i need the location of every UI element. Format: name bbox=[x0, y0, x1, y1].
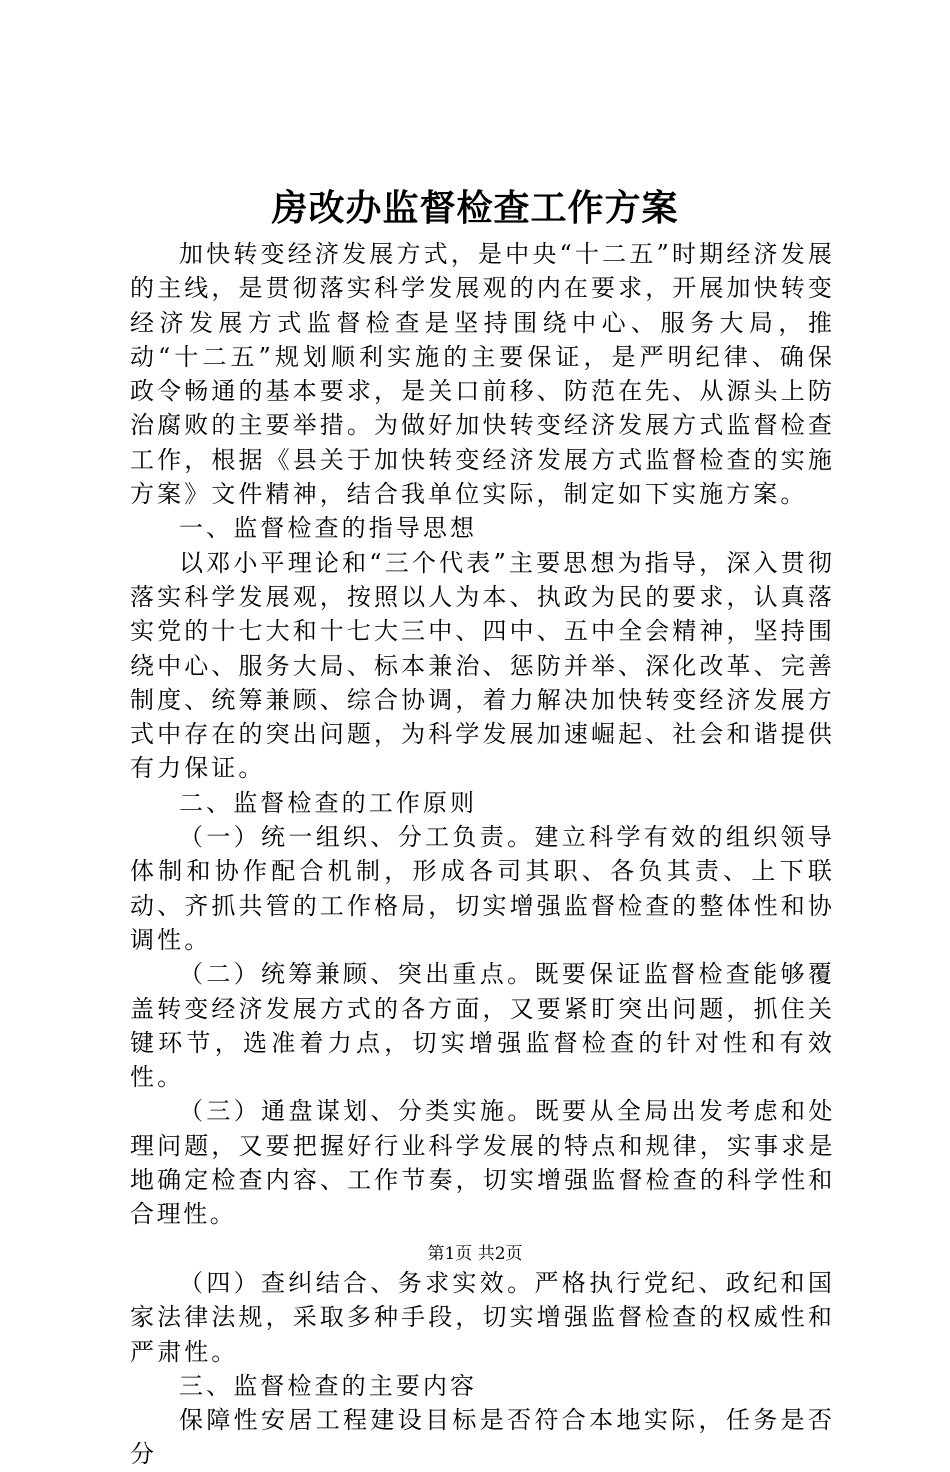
section-heading-3: 三、监督检查的主要内容 bbox=[179, 1371, 478, 1400]
paragraph-principle-4: （四）查纠结合、务求实效。严格执行党纪、政纪和国家法律法规，采取多种手段，切实增强监督检查的权威性和严肃性。 bbox=[130, 1268, 835, 1366]
page-footer bbox=[0, 1242, 950, 1266]
paragraph-guiding-ideology: 以邓小平理论和“三个代表”主要思想为指导，深入贯彻落实科学发展观，按照以人为本、执政为民的要求，认真落实党的十七大和十七大三中、四中、五中全会精神，坚持围绕中心、服务大局、标本兼治、惩防并举、深化改革、完善制度、统筹兼顾、综合协调，着力解决加快转变经济发展方式中存在的突出问题，为科学发展加速崛起、社会和谐提供有力保证。 bbox=[130, 548, 835, 783]
paragraph-intro: 加快转变经济发展方式，是中央“十二五”时期经济发展的主线，是贯彻落实科学发展观的内在要求，开展加快转变经济发展方式监督检查是坚持围绕中心、服务大局，推动“十二五”规划顺利实施的主要保证，是严明纪律、确保政令畅通的基本要求，是关口前移、防范在先、从源头上防治腐败的主要举措。为做好加快转变经济发展方式监督检查工作，根据《县关于加快转变经济发展方式监督检查的实施方案》文件精神，结合我单位实际，制定如下实施方案。 bbox=[130, 240, 835, 509]
paragraph-principle-3: （三）通盘谋划、分类实施。既要从全局出发考虑和处理问题，又要把握好行业科学发展的特点和规律，实事求是地确定检查内容、工作节奏，切实增强监督检查的科学性和合理性。 bbox=[130, 1097, 835, 1229]
paragraph-principle-2: （二）统筹兼顾、突出重点。既要保证监督检查能够覆盖转变经济发展方式的各方面，又要紧盯突出问题，抓住关键环节，选准着力点，切实增强监督检查的针对性和有效性。 bbox=[130, 960, 835, 1092]
document-body bbox=[130, 237, 835, 1472]
paragraph-principle-1: （一）统一组织、分工负责。建立科学有效的组织领导体制和协作配合机制，形成各司其职、各负其责、上下联动、齐抓共管的工作格局，切实增强监督检查的整体性和协调性。 bbox=[130, 823, 835, 954]
page-number: 第1页 共2页 bbox=[427, 1244, 523, 1264]
section-heading-1: 一、监督检查的指导思想 bbox=[179, 514, 478, 543]
section-heading-2: 二、监督检查的工作原则 bbox=[179, 788, 478, 817]
document-title: 房改办监督检查工作方案 bbox=[271, 187, 679, 229]
paragraph-main-content: 保障性安居工程建设目标是否符合本地实际，任务是否分 bbox=[130, 1406, 835, 1469]
